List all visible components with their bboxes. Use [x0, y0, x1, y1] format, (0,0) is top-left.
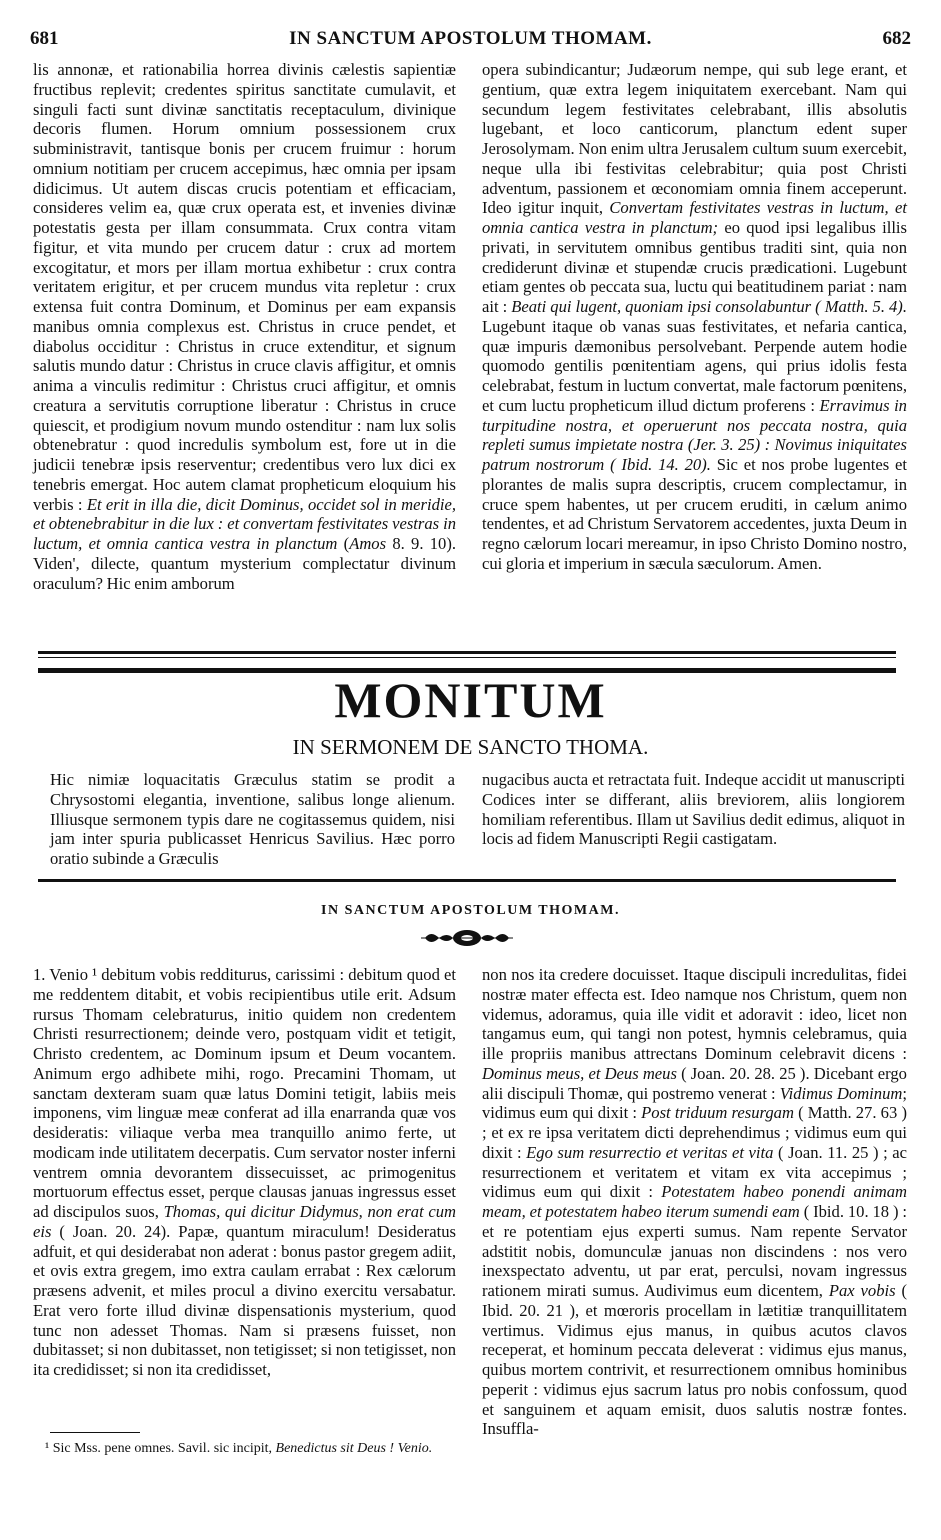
reference: (Jer. 3. 25) :	[687, 435, 771, 455]
text-run: et mœroris procellam in lætitiæ tranquillitatem vertimus. Vidimus ejus manus, in quibus acutos clavos receperat, et hominum peccata deleverat : vidimus ejus manus, quibus mortem contrivit, et resurrectionem omnibus hominibus peperit : vidimus ejus sacrum latus pro nobis confossum, quod et sanguinem et aquam emisit, duos salutis nostræ fontes. Insuffla-	[482, 1300, 908, 1439]
paragraph	[482, 965, 907, 1439]
quotation: Pax vobis	[828, 1281, 896, 1300]
footnote-italic: Benedictus sit Deus ! Venio.	[275, 1441, 433, 1456]
text-run: et ex re ipsa veritatem dicti deprehendimus ; vidimus eum qui dixit :	[482, 1123, 907, 1162]
quotation: Erravimus in turpitudine nostra, et operuerunt nos peccata nostra, quia repleti sumus impietate nostra	[482, 395, 907, 455]
quotation: Vidimus Dominum	[779, 1083, 903, 1103]
running-header	[30, 28, 911, 52]
reference: ( Matth. 5. 4).	[815, 297, 907, 316]
monitum-right-column	[482, 770, 905, 849]
paragraph	[33, 60, 456, 593]
quotation: Post triduum resurgam	[641, 1103, 794, 1123]
text-run: Dicebant ergo alii discipuli Thomæ, qui postremo venerat :	[482, 1063, 907, 1103]
running-title: IN SANCTUM APOSTOLUM THOMAM.	[289, 28, 652, 49]
text-run: ; vidimus eum qui dixit :	[482, 1083, 907, 1123]
page-number-right: 682	[882, 28, 911, 49]
text-run: Lugebunt itaque ob vanas suas festivitates, et nefaria cantica, quæ impuris dæmonibus persolvebant. Perpende autem hodie quomodo gentilis pœnitentiam agens, qui prius idolis festa celebrabat, festum in luctum convertat, male factorum pœnitens, et cum luctu propheticum illud dictum proferens :	[482, 316, 907, 415]
sermon-left-column	[33, 965, 456, 1380]
reference-open: (	[343, 534, 350, 553]
footnote-rule	[50, 1432, 140, 1433]
reference: ( Matth. 27. 63 ) ;	[482, 1103, 907, 1142]
section-divider	[38, 879, 896, 882]
text-run: 1. Venio ¹ debitum vobis redditurus, carissimi : debitum quod et me reddentem ditabit, et vobis recipientibus utile erit. Adsum rursus Thomam celebraturus, initio quidem non credentem Christi resurrectionem; deinde vero, postquam vidit et tetigit, Christo credentem, ac Dominum ipsum et Deum vocantem. Animum ergo adhibete mihi, rogo. Precamini Thomam, ut sanctam dexteram suam quæ latus Domini tetigit, labiis meis imponens, vim linguæ meæ conferat ad illa enarranda quæ vos desideratis: viliaque verba mea tranquillo animo ferte, ut modicam inde utilitatem decerpatis. Cum servator noster inferni ventrem omnia devorantem dissecuisset, ac primogenitus mortuorum effectus esset, perque clausas januas ingressus esset ad discipulos suos,	[33, 965, 456, 1221]
text-run: 8. 9. 10). Viden', dilecte, quantum mysterium complectatur divinum oraculum? Hic enim amborum	[33, 534, 456, 593]
reference: ( Ibid. 10. 18 ) :	[803, 1202, 907, 1221]
reference: ( Ibid. 14. 20).	[610, 455, 711, 474]
monitum-title: MONITUM	[334, 672, 607, 728]
text-run: et re potentiam ejus experti sumus. Nam repente Servator adstitit nobis, domunculæ januas non discindens : nos vero inexspectato adventu, ut par erat, perculsi, novam ingressus rationem mirati sumus. Audivimus eum dicentem,	[482, 1221, 907, 1300]
monitum-subtitle: IN SERMONEM DE SANCTO THOMA.	[292, 735, 649, 759]
text-run: Papæ, quantum miraculum! Desideratus adfuit, et qui desiderabat non aderat : bonus pastor gregem adiit, et ovis extra gregem, imo extra caulam errabat : Rex cælorum præsens advenit, et miles procul a divino exercitu versabatur. Erat vero forte illud divinæ dispensationis mysterium, quod tunc non adesset Thomas. Nam si præsens fuisset, non dubitasset; si non dubitasset, non tetigisset; si non tetigisset, non ita credidisset; si non ita credidisset,	[33, 1221, 457, 1379]
quotation: Potestatem habeo ponendi animam meam, et potestatem habeo iterum sumendi eam	[482, 1182, 907, 1221]
text-run: lis annonæ, et rationabilia horrea divinis cælestis sapientiæ fructibus replevit; credentes spiritus sanctitate cumulavit, et singuli facti sunt divinæ sanctitatis receptaculum, divinique decoris flumen. Horum omnium possessionem crux subministravit, tantisque bonis per crucem fruimur : horum omnium notitiam per crucem accepimus, hæc omnia per ipsam didicimus. Ut autem discas crucis potentiam et efficaciam, consideres velim ea, quæ crux operata est, et invenies divinæ potestatis gesta per illam consummata. Crux contra vitam figitur, et vita mundo per crucem datur : crux ad mortem excogitatur, et mors per illam mortua exhibetur : crux contra veritatem erigitur, et per crucem mundus vita repletur : crux extensa fuit contra Dominum, et Dominus per eam expansis manibus omnia complexus est. Christus in cruce pendet, et diabolus occiditur : Christus in cruce extenditur, et signum salutis mundo datur : Christus in cruce clavis affigitur, et omnis anima a vinculis redimitur : Christus cruci affigitur, et omnis creatura a servitutis corruptione liberatur : Christus in cruce quiescit, et prodigium novum mundo ostenditur : nam lux solis obtenebratur : quod incredulis symbolum est, fore ut in die judicii tenebræ ipsis reserventur; credentibus vero lux dici ex tenebris emergat. Hoc autem clamat propheticum eloquium his verbis :	[33, 60, 456, 514]
text-run: eo quod ipsi legalibus illis privati, in servitutem omnibus gentibus traditi sint, quia non crediderunt divinæ et stupendæ crucis prædicationi. Lugebunt etiam gentes ob peccata sua, luctu qui beatitudinem pariat : nam ait :	[482, 218, 908, 316]
reference: ( Ibid. 20. 21 ),	[482, 1281, 907, 1320]
quotation: Convertam festivitates vestras in luctum, et omnia cantica vestra in planctum;	[482, 198, 908, 237]
top-right-column	[482, 60, 907, 574]
text-run: ac resurrectionem et veritatem et vitam ex vita accepimus ; vidimus eum qui dixit :	[482, 1142, 907, 1202]
text-run: Sic et nos probe lugentes et plorantes de malis supra descriptis, crucem complectamur, in cruce spem habentes, ut per crucem eruditi, in cælum animo tendentes, et ad Christum Servatorem accedentes, juxta Deum in regno cælorum locari mereamur, in ipso Christo Domino nostro, cui gloria et imperium in sæcula sæculorum. Amen.	[482, 455, 907, 573]
quotation: Et erit in illa die, dicit Dominus, occidet sol in meridie, et obtenebrabitur in die lux : et convertam festivitates vestras in luctum, et omnia cantica vestra in planctum	[33, 494, 456, 553]
reference-book: Amos	[349, 534, 387, 553]
ornament-icon	[421, 926, 513, 950]
text-run: non nos ita credere docuisset. Itaque discipuli incredulitas, fidei nostræ mater effecta est. Ideo namque nos Christum, quem non videmus, adoramus, quia ille vidit et adoravit : ideo, licet non tangamus eum, qui tangi non potest, hymnis celebramus, quia ille propriis manibus attrectans Dominum celebravit dicens :	[482, 965, 907, 1063]
quotation: Dominus meus, et Deus meus	[482, 1063, 677, 1083]
paragraph: nugacibus aucta et retractata fuit. Indeque accidit ut manuscripti Codices inter se differant, aliis breviorem, aliis longiorem homiliam referentibus. Illam ut Savilius dedit edimus, aliquot in locis ad fidem Manuscripti Regii castigatam.	[482, 770, 905, 849]
quotation: Novimus iniquitates patrum nostrorum	[482, 435, 907, 474]
reference: ( Joan. 11. 25 ) ;	[778, 1142, 888, 1162]
sermon-right-column	[482, 965, 907, 1439]
paragraph	[33, 965, 456, 1380]
monitum-left-column	[50, 770, 455, 869]
paragraph	[482, 60, 907, 574]
reference: ( Joan. 20. 28. 25 ).	[681, 1063, 810, 1083]
footnote	[45, 1440, 455, 1458]
sermon-title: IN SANCTUM APOSTOLUM THOMAM.	[321, 903, 620, 918]
text-run: opera subindicantur; Judæorum nempe, qui sub lege erant, et gentium, quæ extra legem iniquitatem exercebant. Nam qui secundum legem festivitates celebrabant, illis absolutis lugebant, et loco canticorum, planctum edent super Jerosolymam. Non enim ultra Jerusalem cultum suum exercebit, neque ulla ibi festivitas celebrabitur; quia post Christi adventum, passionem et œconomiam omnia finem acceperunt. Ideo igitur inquit,	[482, 60, 907, 218]
quotation: Beati qui lugent, quoniam ipsi consolabuntur	[511, 297, 812, 316]
top-left-column	[33, 60, 456, 593]
quotation: Thomas, qui dicitur Didymus, non erat cum eis	[33, 1202, 456, 1241]
footnote-text: ¹ Sic Mss. pene omnes. Savil. sic incipit,	[45, 1441, 273, 1456]
reference: ( Joan. 20. 24).	[59, 1221, 171, 1241]
paragraph: Hic nimiæ loquacitatis Græculus statim se prodit a Chrysostomi elegantia, inventione, salibus longe alienum. Illiusque sermonem typis dare ne cogitassemus quidem, nisi jam inter spuria publicasset Henricus Savilius. Hæc porro oratio subinde a Græculis	[50, 770, 455, 868]
page-number-left: 681	[30, 28, 59, 49]
section-divider-double	[38, 651, 896, 673]
quotation: Ego sum resurrectio et veritas et vita	[526, 1142, 774, 1162]
